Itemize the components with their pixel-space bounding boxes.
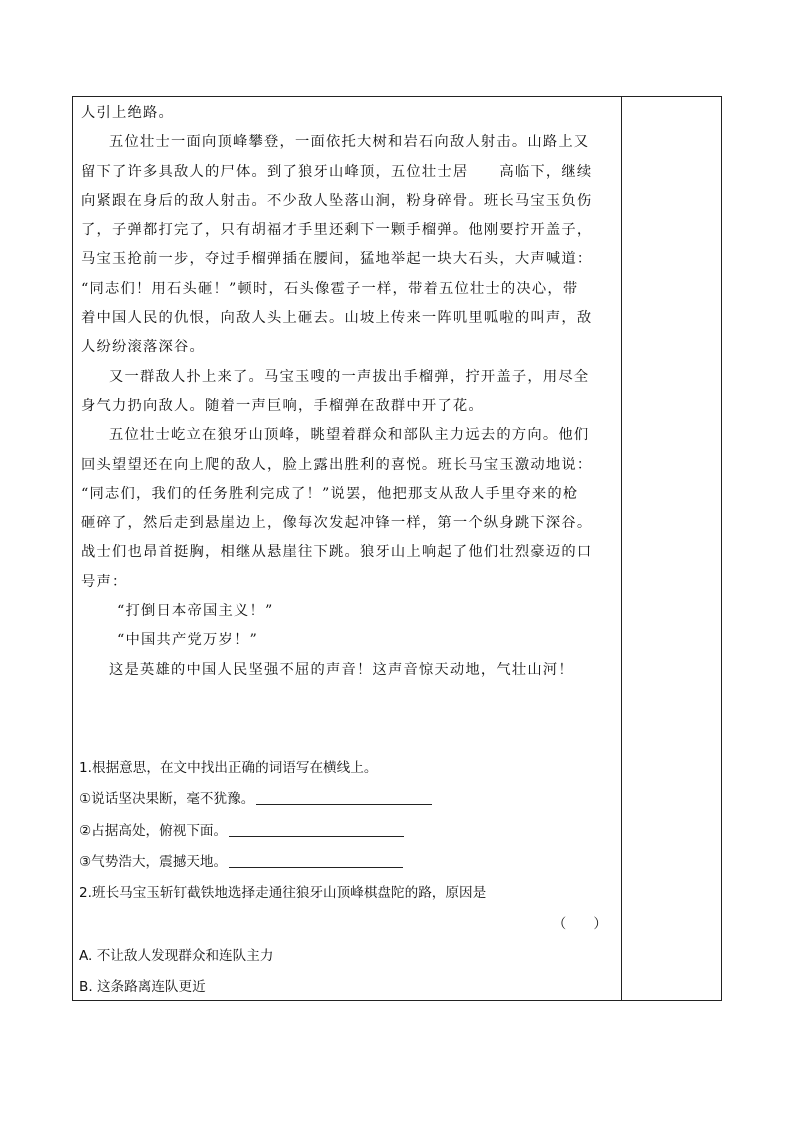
passage-line: 马宝玉抢前一步，夺过手榴弹插在腰间，猛地举起一块大石头，大声喊道： <box>81 251 593 268</box>
worksheet-table <box>72 96 722 1001</box>
passage-line: 战士们也昂首挺胸，相继从悬崖往下跳。狼牙山上响起了他们壮烈豪迈的口 <box>81 544 593 561</box>
reading-passage <box>81 99 613 685</box>
passage-line: 这是英雄的中国人民坚强不屈的声音！这声音惊天动地，气壮山河！ <box>109 661 574 678</box>
passage-line: 五位壮士一面向顶峰攀登，一面依托大树和岩石向敌人射击。山路上又 <box>109 134 590 151</box>
passage-line: 了，子弹都打完了，只有胡福才手里还剩下一颗手榴弹。他刚要拧开盖子， <box>81 222 593 239</box>
passage-line: 向紧跟在身后的敌人射击。不少敌人坠落山涧，粉身碎骨。班长马宝玉负伤 <box>81 192 593 209</box>
passage-line: 身气力扔向敌人。随着一声巨响，手榴弹在敌群中开了花。 <box>81 397 484 414</box>
passage-line: 留下了许多具敌人的尸体。到了狼牙山峰顶，五位壮士居 高临下，继续 <box>81 163 593 180</box>
passage-line: 着中国人民的仇恨，向敌人头上砸去。山坡上传来一阵叽里呱啦的叫声，敌 <box>81 310 593 327</box>
passage-line: 号声： <box>81 573 128 590</box>
question-1-item <box>79 784 613 815</box>
passage-line: “打倒日本帝国主义！” <box>117 603 274 620</box>
answer-blank[interactable] <box>229 835 404 837</box>
option-a: A. 不让敌人发现群众和连队主力 <box>79 947 274 964</box>
answer-parentheses[interactable]: （ ） <box>552 916 607 933</box>
passage-line: 砸碎了，然后走到悬崖边上，像每次发起冲锋一样，第一个纵身跳下深谷。 <box>81 515 593 532</box>
item-text: ②占据高处，俯视下面。 <box>79 822 228 839</box>
questions-section <box>79 753 613 1003</box>
question-1-item <box>79 816 613 847</box>
item-text: ①说话坚决果断，毫不犹豫。 <box>79 791 255 808</box>
question-2-title: 2.班长马宝玉斩钉截铁地选择走通往狼牙山顶峰棋盘陀的路，原因是 <box>79 885 487 902</box>
answer-blank[interactable] <box>229 866 403 868</box>
passage-line: 五位壮士屹立在狼牙山顶峰，眺望着群众和部队主力远去的方向。他们 <box>109 427 590 444</box>
notes-column <box>622 97 721 1000</box>
question-1-item <box>79 847 613 878</box>
answer-blank[interactable] <box>256 803 432 805</box>
item-text: ③气势浩大，震撼天地。 <box>79 853 228 870</box>
passage-line: 人引上绝路。 <box>81 105 174 121</box>
passage-line: 人纷纷滚落深谷。 <box>81 339 205 356</box>
passage-line: 又一群敌人扑上来了。马宝玉嗖的一声拔出手榴弹，拧开盖子，用尽全 <box>109 368 590 385</box>
passage-line: “同志们！用石头砸！”顿时，石头像雹子一样，带着五位壮士的决心，带 <box>81 280 579 297</box>
passage-line: 回头望望还在向上爬的敌人，脸上露出胜利的喜悦。班长马宝玉激动地说： <box>81 456 593 473</box>
passage-line: “中国共产党万岁！” <box>117 632 258 649</box>
option-b: B. 这条路离连队更近 <box>79 979 206 996</box>
question-1-title: 1.根据意思，在文中找出正确的词语写在横线上。 <box>79 760 378 776</box>
passage-line: “同志们，我们的任务胜利完成了！”说罢，他把那支从敌人手里夺来的枪 <box>81 485 579 502</box>
